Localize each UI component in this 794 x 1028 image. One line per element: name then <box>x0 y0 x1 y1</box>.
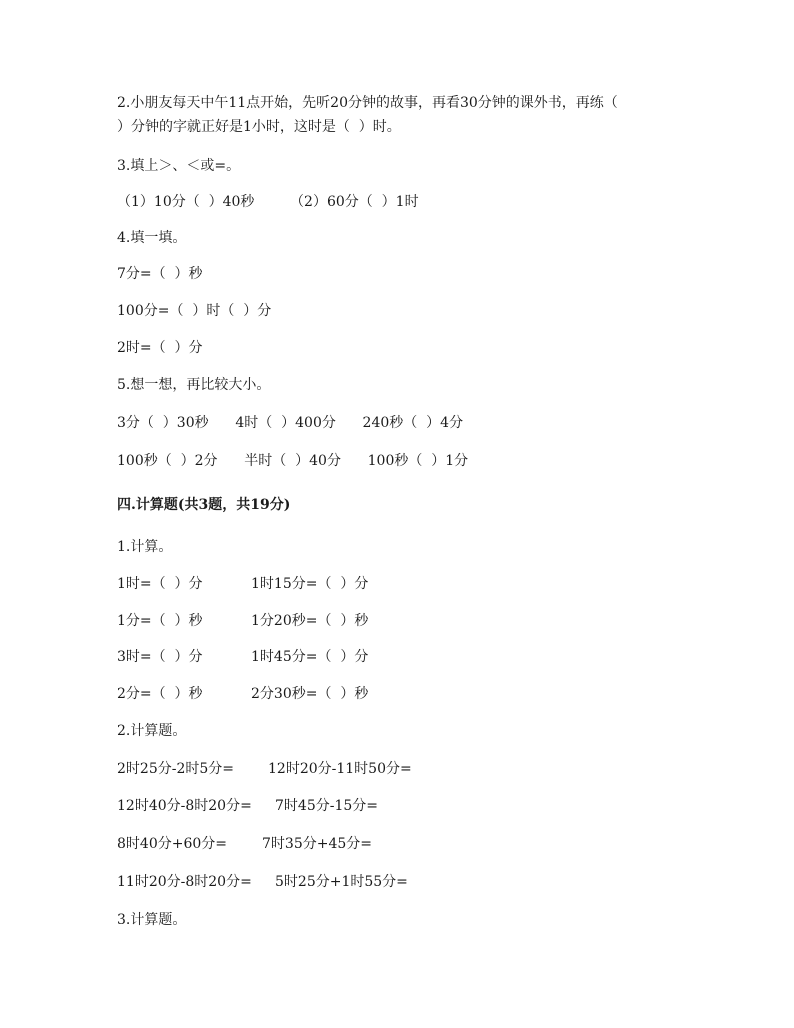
q4-row-3: 2时=（ ）分 <box>117 340 203 356</box>
calc1-right-1: 1时15分=（ ）分 <box>251 576 369 592</box>
calc2-left-4: 11时20分-8时20分= <box>117 874 252 890</box>
calc2-title: 2.计算题。 <box>117 723 187 739</box>
calc1-right-3: 1时45分=（ ）分 <box>251 649 369 665</box>
q4-row-1: 7分=（ ）秒 <box>117 266 203 282</box>
calc2-left-1: 2时25分-2时5分= <box>117 761 234 777</box>
calc1-left-3: 3时=（ ）分 <box>117 649 203 665</box>
calc1-right-4: 2分30秒=（ ）秒 <box>251 686 369 702</box>
calc2-right-4: 5时25分+1时55分= <box>275 874 408 890</box>
section-heading: 四.计算题(共3题，共19分) <box>117 497 291 513</box>
calc1-left-4: 2分=（ ）秒 <box>117 686 203 702</box>
q5-row-2: 100秒（ ）2分 半时（ ）40分 100秒（ ）1分 <box>117 453 469 469</box>
q4-row-2: 100分=（ ）时（ ）分 <box>117 303 272 319</box>
calc1-left-1: 1时=（ ）分 <box>117 576 203 592</box>
calc1-title: 1.计算。 <box>117 539 173 555</box>
q4-title: 4.填一填。 <box>117 230 187 246</box>
q5-title: 5.想一想，再比较大小。 <box>117 377 271 393</box>
calc2-right-3: 7时35分+45分= <box>262 836 372 852</box>
calc2-left-3: 8时40分+60分= <box>117 836 227 852</box>
calc2-right-2: 7时45分-15分= <box>275 798 378 814</box>
q2-line-1: 2.小朋友每天中午11点开始，先听20分钟的故事，再看30分钟的课外书，再练（ <box>117 95 618 111</box>
calc3-title: 3.计算题。 <box>117 912 187 928</box>
calc1-right-2: 1分20秒=（ ）秒 <box>251 613 369 629</box>
calc2-right-1: 12时20分-11时50分= <box>268 761 412 777</box>
q3-row: （1）10分（ ）40秒 （2）60分（ ）1时 <box>117 194 419 210</box>
calc1-left-2: 1分=（ ）秒 <box>117 613 203 629</box>
q5-row-1: 3分（ ）30秒 4时（ ）400分 240秒（ ）4分 <box>117 415 464 431</box>
q2-line-2: ）分钟的字就正好是1小时，这时是（ ）时。 <box>117 119 401 135</box>
calc2-left-2: 12时40分-8时20分= <box>117 798 252 814</box>
q3-title: 3.填上＞、＜或=。 <box>117 158 241 174</box>
